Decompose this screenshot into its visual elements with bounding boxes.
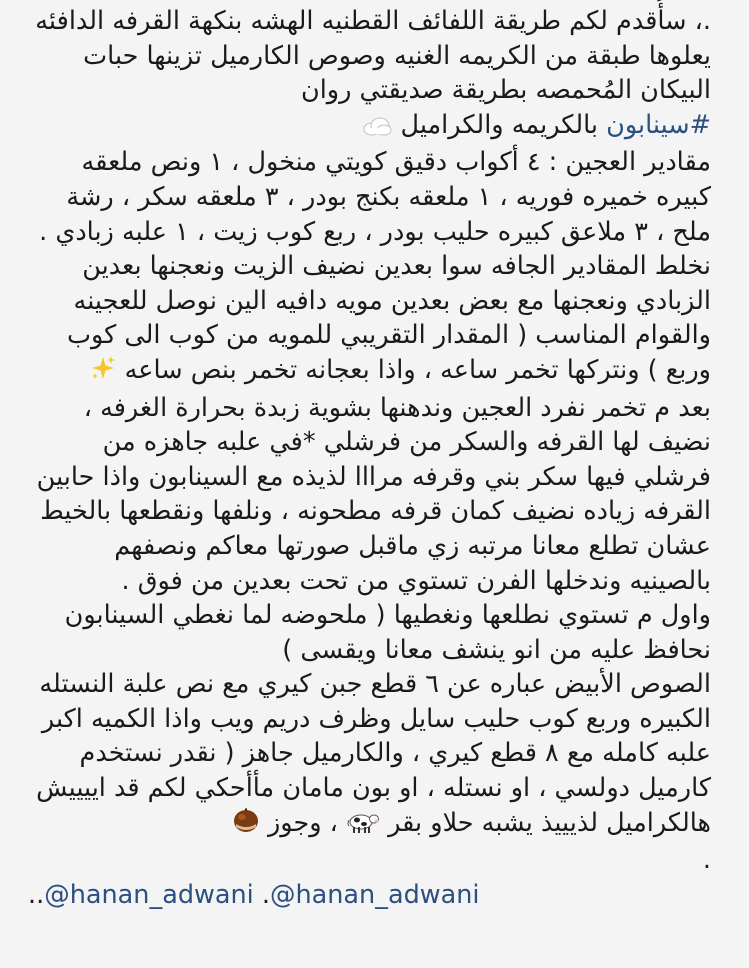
sauce-text: الصوص الأبيض عباره عن ٦ قطع جبن كيري مع نص علبة النستله الكبيره وربع كوب حليب سايل وظرف دريم ويب واذا الكميه اكبر علبه كامله مع ٨ قطع كيري ، والكارميل جاهز ( نقدر نستخدم كارميل دولسي ، او نستله ، او بون مامان مأأحكي لكم قد اييييش هالكراميل لذيييذ يشبه حلاو بقر xyxy=(36,669,711,838)
caption-hashtag-line xyxy=(28,108,711,146)
hashtag-link[interactable]: #سينابون xyxy=(606,109,711,140)
walnut-text: ، وجوز xyxy=(267,807,338,838)
caption-ingredients: مقادير العجين : ٤ أكواب دقيق كويتي منخول ، ١ ونص ملعقه كبيره خميره فوريه ، ١ ملعقه بكنج بودر ، ٣ ملعقه سكر ، رشة ملح ، ٣ ملاعق كبيره حليب بودر ، ربع كوب زيت ، ١ علبه زبادي . xyxy=(39,147,711,247)
caption-rolling-steps: بعد م تخمر نفرد العجين وندهنها بشوية زبدة بحرارة الغرفه ، نضيف لها القرفه والسكر من فرشلي *في علبه جاهزه من فرشلي فيها سكر بني وقرفه مرااا لذيذه مع السينابون واذا حابين القرفه زياده نضيف كمان قرفه مطحونه ، ونلفها ونقطعها بالخيط عشان تطلع معانا مرتبه زي ماقبل صورتها معاكم ونصفهم بالصينيه وندخلها الفرن تستوي من تحت بعدين من فوق . xyxy=(36,392,711,596)
caption-dough-steps xyxy=(28,249,711,390)
dough-steps-text: نخلط المقادير الجافه سوا بعدين نضيف الزيت ونعجنها بعدين الزبادي ونعجنها مع بعض بعدين مويه دافيه الين نوصل للعجينه والقوام المناسب ( المقدار التقريبي للمويه من كوب الى كوب وربع ) ونتركها تخمر ساعه ، واذا بعجانه تخمر بنص ساعه xyxy=(66,251,711,385)
caption-dot: . xyxy=(702,845,711,876)
mention-link-2[interactable]: @hanan_adwani xyxy=(269,879,480,910)
cloud-emoji-icon xyxy=(362,111,392,146)
caption-credits xyxy=(28,878,711,913)
caption-intro: .، سأُقدم لكم طريقة اللفائف القطنيه الهشه بنكهة القرفه الدافئه يعلوها طبقة من الكريمه الغنيه وصوص الكارميل تزينها حبات البيكان المُحمصه بطريقة صديقتي روان xyxy=(35,6,711,106)
chestnut-emoji-icon xyxy=(232,806,260,844)
sparkles-emoji-icon xyxy=(90,355,116,391)
hashtag-rest-text: بالكريمه والكراميل xyxy=(400,109,607,140)
caption-baking-note: واول م تستوي نطلعها ونغطيها ( ملحوضه لما نغطي السينابون نحافظ عليه من انو ينشف معانا ويقسى ) xyxy=(64,600,711,665)
cow-emoji-icon xyxy=(346,809,380,844)
credit-trailing-dots: .. xyxy=(28,879,45,910)
caption-sauce xyxy=(28,667,711,843)
mention-link-1[interactable]: @hanan_adwani xyxy=(44,879,254,910)
credit-separator: . xyxy=(253,879,270,910)
